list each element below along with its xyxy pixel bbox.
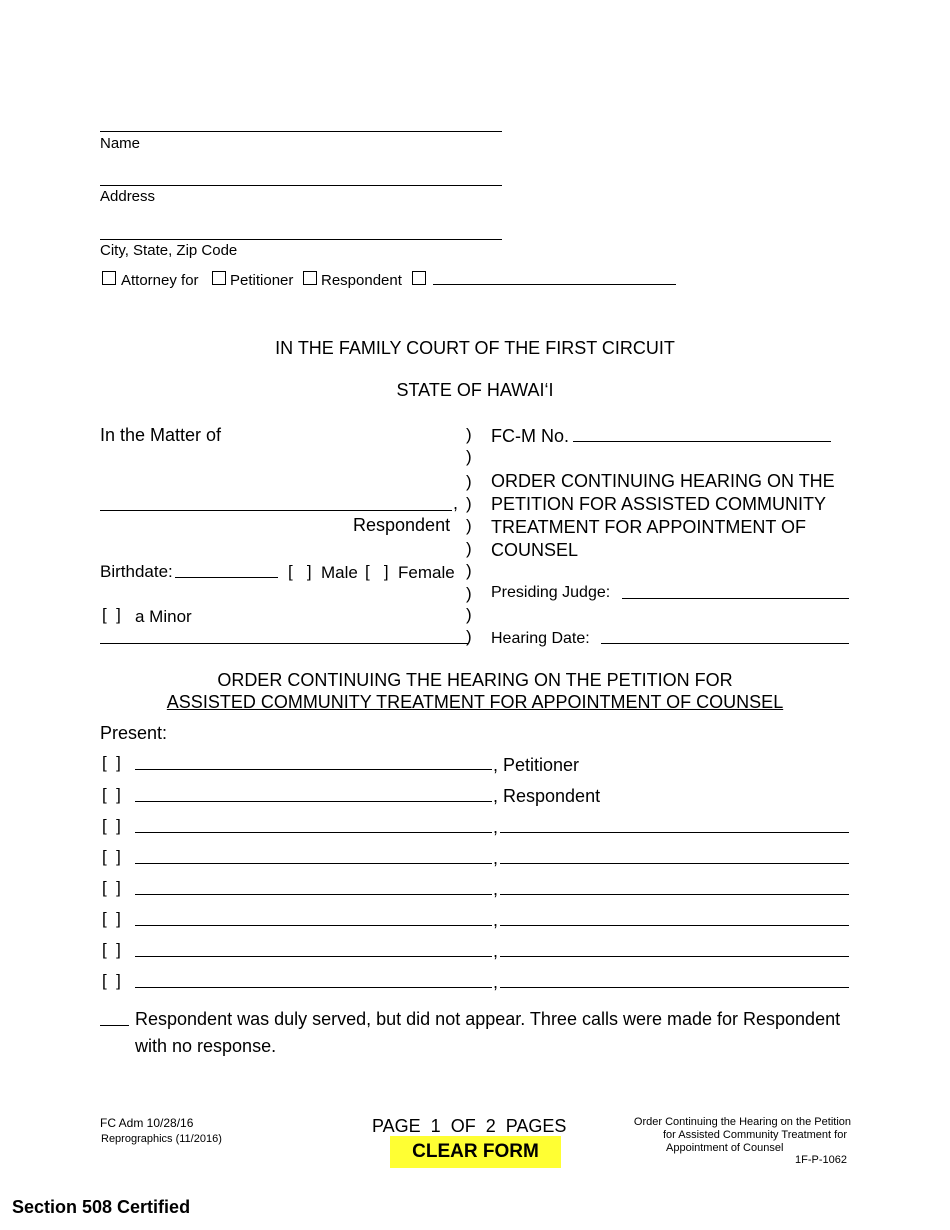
attendee-role-field[interactable]	[500, 987, 849, 988]
paren: )	[466, 539, 472, 558]
form-id: FC Adm 10/28/16	[100, 1116, 194, 1130]
other-party-field[interactable]	[433, 284, 676, 285]
paren: )	[466, 627, 472, 646]
attendee-role: ,	[493, 910, 499, 930]
paren: )	[466, 494, 472, 513]
attendee-role: , Respondent	[493, 786, 601, 806]
respondent-name-field[interactable]	[100, 510, 452, 511]
paren: )	[466, 425, 472, 444]
attendee-role: ,	[493, 817, 499, 837]
footer-title-line: Appointment of Counsel	[666, 1142, 784, 1154]
name-field[interactable]	[100, 131, 502, 132]
paren: )	[466, 447, 472, 466]
reprographics: Reprographics (11/2016)	[101, 1133, 222, 1145]
respondent-caption-label: Respondent	[353, 515, 451, 535]
respondent-checkbox[interactable]	[303, 271, 317, 285]
attendee-name-field[interactable]	[135, 925, 492, 926]
attendee-role: , Petitioner	[493, 755, 580, 775]
attendee-checkbox[interactable]: [ ]	[102, 909, 121, 928]
paren: )	[466, 584, 472, 603]
name-label: Name	[100, 135, 141, 152]
caption-bottom-line	[100, 643, 468, 644]
presiding-judge-label: Presiding Judge:	[491, 584, 611, 601]
attendee-checkbox[interactable]: [ ]	[102, 847, 121, 866]
petitioner-checkbox[interactable]	[212, 271, 226, 285]
paren: )	[466, 605, 472, 624]
attendee-role-field[interactable]	[500, 863, 849, 864]
minor-bracket[interactable]: [ ]	[102, 605, 121, 624]
attendee-name-field[interactable]	[135, 956, 492, 957]
attendee-name-field[interactable]	[135, 801, 492, 802]
attendee-role: ,	[493, 848, 499, 868]
hearing-date-field[interactable]	[601, 643, 849, 644]
present-label: Present:	[100, 723, 168, 743]
paren: )	[466, 516, 472, 535]
city-state-zip-field[interactable]	[100, 239, 502, 240]
attendee-checkbox[interactable]: [ ]	[102, 971, 121, 990]
service-statement-line2: with no response.	[135, 1036, 277, 1056]
respondent-label: Respondent	[321, 272, 402, 289]
order-title-line1: ORDER CONTINUING THE HEARING ON THE PETITION FOR	[217, 670, 733, 690]
footer-title-line: Order Continuing the Hearing on the Petition	[633, 1116, 851, 1128]
presiding-judge-field[interactable]	[622, 598, 849, 599]
address-label: Address	[100, 188, 156, 205]
attendee-role-field[interactable]	[500, 956, 849, 957]
petitioner-label: Petitioner	[230, 272, 294, 289]
court-name: IN THE FAMILY COURT OF THE FIRST CIRCUIT	[275, 338, 675, 358]
attendee-role: ,	[493, 879, 499, 899]
form-number: 1F-P-1062	[795, 1154, 847, 1166]
caption-title-line: PETITION FOR ASSISTED COMMUNITY	[491, 494, 827, 514]
case-number-label: FC-M No.	[491, 426, 569, 446]
attendee-role: ,	[493, 941, 499, 961]
paren: )	[466, 472, 472, 491]
attendee-role-field[interactable]	[500, 894, 849, 895]
caption-title	[491, 470, 835, 562]
case-number-field[interactable]	[573, 441, 831, 442]
section-508-label: Section 508 Certified	[12, 1197, 191, 1217]
comma: ,	[453, 493, 459, 513]
clear-form-button[interactable]: CLEAR FORM	[390, 1136, 561, 1168]
attendee-checkbox[interactable]: [ ]	[102, 816, 121, 835]
male-label: Male	[321, 563, 358, 582]
address-field[interactable]	[100, 185, 502, 186]
service-statement-line1: Respondent was duly served, but did not appear. Three calls were made for Respondent	[135, 1009, 841, 1029]
attendee-role: ,	[493, 972, 499, 992]
page-counter: PAGE 1 OF 2 PAGES	[372, 1116, 567, 1136]
attorney-for-label: Attorney for	[121, 272, 199, 289]
female-label: Female	[398, 563, 455, 582]
paren: )	[466, 561, 472, 580]
other-party-checkbox[interactable]	[412, 271, 426, 285]
attendee-name-field[interactable]	[135, 863, 492, 864]
footer-title-line: for Assisted Community Treatment for	[662, 1129, 847, 1141]
birthdate-label: Birthdate:	[100, 562, 173, 581]
caption-title-line: ORDER CONTINUING HEARING ON THE	[491, 471, 835, 491]
court-state: STATE OF HAWAI‘I	[396, 380, 554, 400]
service-check-field[interactable]	[100, 1025, 129, 1026]
attendee-checkbox[interactable]: [ ]	[102, 753, 121, 772]
order-title-line2: ASSISTED COMMUNITY TREATMENT FOR APPOINTMENT OF COUNSEL	[166, 692, 784, 712]
attendee-checkbox[interactable]: [ ]	[102, 785, 121, 804]
attendee-checkbox[interactable]: [ ]	[102, 940, 121, 959]
in-the-matter-of: In the Matter of	[100, 425, 222, 445]
attorney-for-checkbox[interactable]	[102, 271, 116, 285]
caption-title-line: COUNSEL	[491, 540, 579, 560]
attendee-checkbox[interactable]: [ ]	[102, 878, 121, 897]
city-state-zip-label: City, State, Zip Code	[100, 242, 238, 259]
caption-title-line: TREATMENT FOR APPOINTMENT OF	[491, 517, 807, 537]
attendee-name-field[interactable]	[135, 987, 492, 988]
attendee-name-field[interactable]	[135, 894, 492, 895]
male-bracket[interactable]: [ ]	[288, 562, 312, 581]
attendee-role-field[interactable]	[500, 832, 849, 833]
attendee-name-field[interactable]	[135, 832, 492, 833]
female-bracket[interactable]: [ ]	[365, 562, 389, 581]
attendee-role-field[interactable]	[500, 925, 849, 926]
birthdate-field[interactable]	[175, 577, 278, 578]
hearing-date-label: Hearing Date:	[491, 630, 590, 647]
footer-form-title	[620, 1116, 851, 1155]
minor-label: a Minor	[135, 607, 192, 626]
attendee-name-field[interactable]	[135, 769, 492, 770]
